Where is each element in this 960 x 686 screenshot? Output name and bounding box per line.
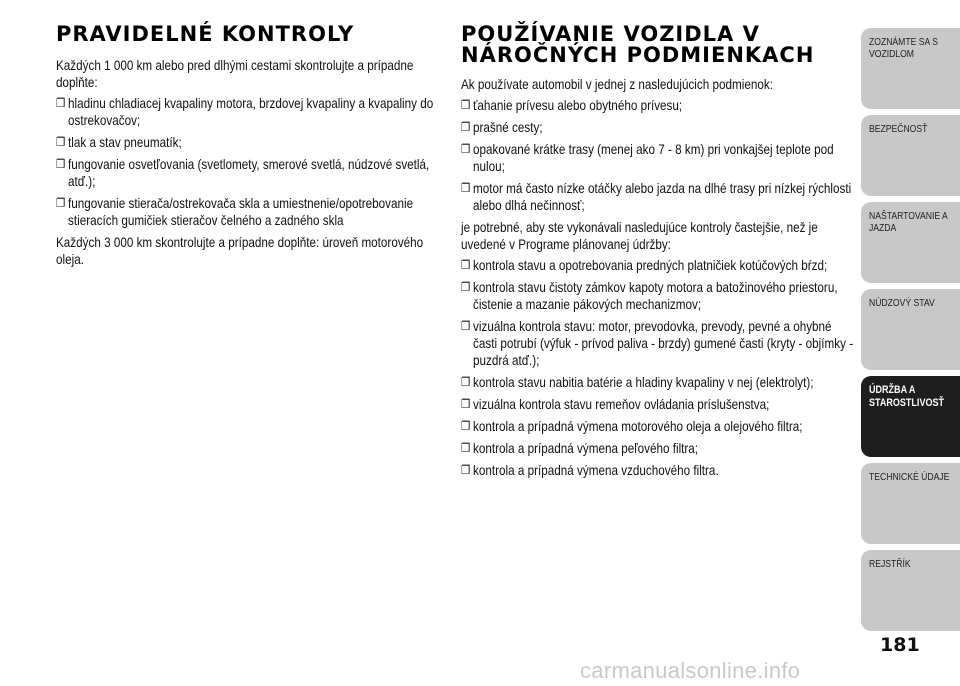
list-item: ❒ fungovanie stierača/ostrekovača skla a umiestnenie/opotrebovanie stieracích gumičiek stieračov čelného a zadného skla bbox=[56, 196, 414, 228]
list-item: ❒ vizuálna kontrola stavu remeňov ovládania príslušenstva; bbox=[461, 397, 770, 412]
chapter-tabs bbox=[861, 28, 960, 637]
left-column bbox=[56, 18, 441, 272]
checkbox-bullet-icon: ❒ bbox=[461, 258, 471, 272]
tab-getting-to-know[interactable]: ZOZNÁMTE SA S VOZIDLOM bbox=[861, 28, 960, 109]
checkbox-bullet-icon: ❒ bbox=[461, 441, 471, 455]
section-heading-harsh-conditions: POUŽÍVANIE VOZIDLA V NÁROČNÝCH PODMIENKACH bbox=[461, 22, 815, 67]
section-heading-regular-checks: PRAVIDELNÉ KONTROLY bbox=[56, 22, 355, 46]
left-checklist bbox=[56, 95, 441, 229]
list-item: ❒ opakované krátke trasy (menej ako 7 - 8 km) pri vonkajšej teplote pod nulou; bbox=[461, 142, 834, 174]
list-item: ❒ vizuálna kontrola stavu: motor, prevodovka, prevody, pevné a ohybné časti potrubí (výfuk - prívod paliva - brzdy) gumené časti (kryty - objímky - puzdrá atď.); bbox=[461, 319, 854, 368]
list-item: ❒ motor má často nízke otáčky alebo jazda na dlhé trasy pri nízkej rýchlosti alebo dlhá nečinnosť; bbox=[461, 181, 852, 213]
left-intro: Každých 1 000 km alebo pred dlhými cestami skontrolujte a prípadne doplňte: bbox=[56, 58, 414, 90]
checkbox-bullet-icon: ❒ bbox=[56, 157, 66, 171]
list-item: ❒ kontrola a prípadná výmena vzduchového filtra. bbox=[461, 463, 719, 478]
checkbox-bullet-icon: ❒ bbox=[56, 96, 66, 110]
tab-maintenance[interactable]: ÚDRŽBA A STAROSTLIVOSŤ bbox=[861, 376, 960, 457]
conditions-list bbox=[461, 97, 852, 214]
right-intro: Ak používate automobil v jednej z nasledujúcich podmienok: bbox=[461, 77, 773, 92]
checkbox-bullet-icon: ❒ bbox=[56, 135, 66, 149]
list-item: ❒ hladinu chladiacej kvapaliny motora, brzdovej kvapaliny a kvapaliny do ostrekovačov; bbox=[56, 96, 434, 128]
checkbox-bullet-icon: ❒ bbox=[56, 196, 66, 210]
tab-starting-driving[interactable]: NAŠTARTOVANIE A JAZDA bbox=[861, 202, 960, 283]
list-item: ❒ kontrola a prípadná výmena motorového oleja a olejového filtra; bbox=[461, 419, 803, 434]
checkbox-bullet-icon: ❒ bbox=[461, 142, 471, 156]
tab-emergency[interactable]: NÚDZOVÝ STAV bbox=[861, 289, 960, 370]
checkbox-bullet-icon: ❒ bbox=[461, 98, 471, 112]
right-middle: je potrebné, aby ste vykonávali nasledujúce kontroly častejšie, než je uvedené v Programe plánovanej údržby: bbox=[461, 220, 818, 252]
checkbox-bullet-icon: ❒ bbox=[461, 463, 471, 477]
checkbox-bullet-icon: ❒ bbox=[461, 181, 471, 195]
right-column bbox=[461, 18, 854, 484]
checkbox-bullet-icon: ❒ bbox=[461, 319, 471, 333]
list-item: ❒ kontrola stavu čistoty zámkov kapoty motora a batožinového priestoru, čistenie a mazanie pákových mechanizmov; bbox=[461, 280, 838, 312]
tab-safety[interactable]: BEZPEČNOSŤ bbox=[861, 115, 960, 196]
list-item: ❒ ťahanie prívesu alebo obytného prívesu; bbox=[461, 98, 683, 113]
list-item: ❒ fungovanie osvetľovania (svetlomety, smerové svetlá, núdzové svetlá, atď.); bbox=[56, 157, 430, 189]
list-item: ❒ tlak a stav pneumatík; bbox=[56, 135, 182, 150]
checkbox-bullet-icon: ❒ bbox=[461, 375, 471, 389]
checkbox-bullet-icon: ❒ bbox=[461, 419, 471, 433]
list-item: ❒ kontrola stavu a opotrebovania predných platničiek kotúčových bŕzd; bbox=[461, 258, 828, 273]
checkbox-bullet-icon: ❒ bbox=[461, 280, 471, 294]
checkbox-bullet-icon: ❒ bbox=[461, 397, 471, 411]
left-outro: Každých 3 000 km skontrolujte a prípadne doplňte: úroveň motorového oleja. bbox=[56, 235, 424, 267]
checkbox-bullet-icon: ❒ bbox=[461, 120, 471, 134]
list-item: ❒ prašné cesty; bbox=[461, 120, 543, 135]
frequent-checks-list bbox=[461, 257, 854, 479]
watermark: carmanualsonline.info bbox=[580, 658, 801, 683]
tab-index[interactable]: REJSTŘÍK bbox=[861, 550, 960, 631]
list-item: ❒ kontrola stavu nabitia batérie a hladiny kvapaliny v nej (elektrolyt); bbox=[461, 375, 814, 390]
tab-technical-data[interactable]: TECHNICKÉ ÚDAJE bbox=[861, 463, 960, 544]
page-number: 181 bbox=[880, 634, 920, 656]
list-item: ❒ kontrola a prípadná výmena peľového filtra; bbox=[461, 441, 699, 456]
